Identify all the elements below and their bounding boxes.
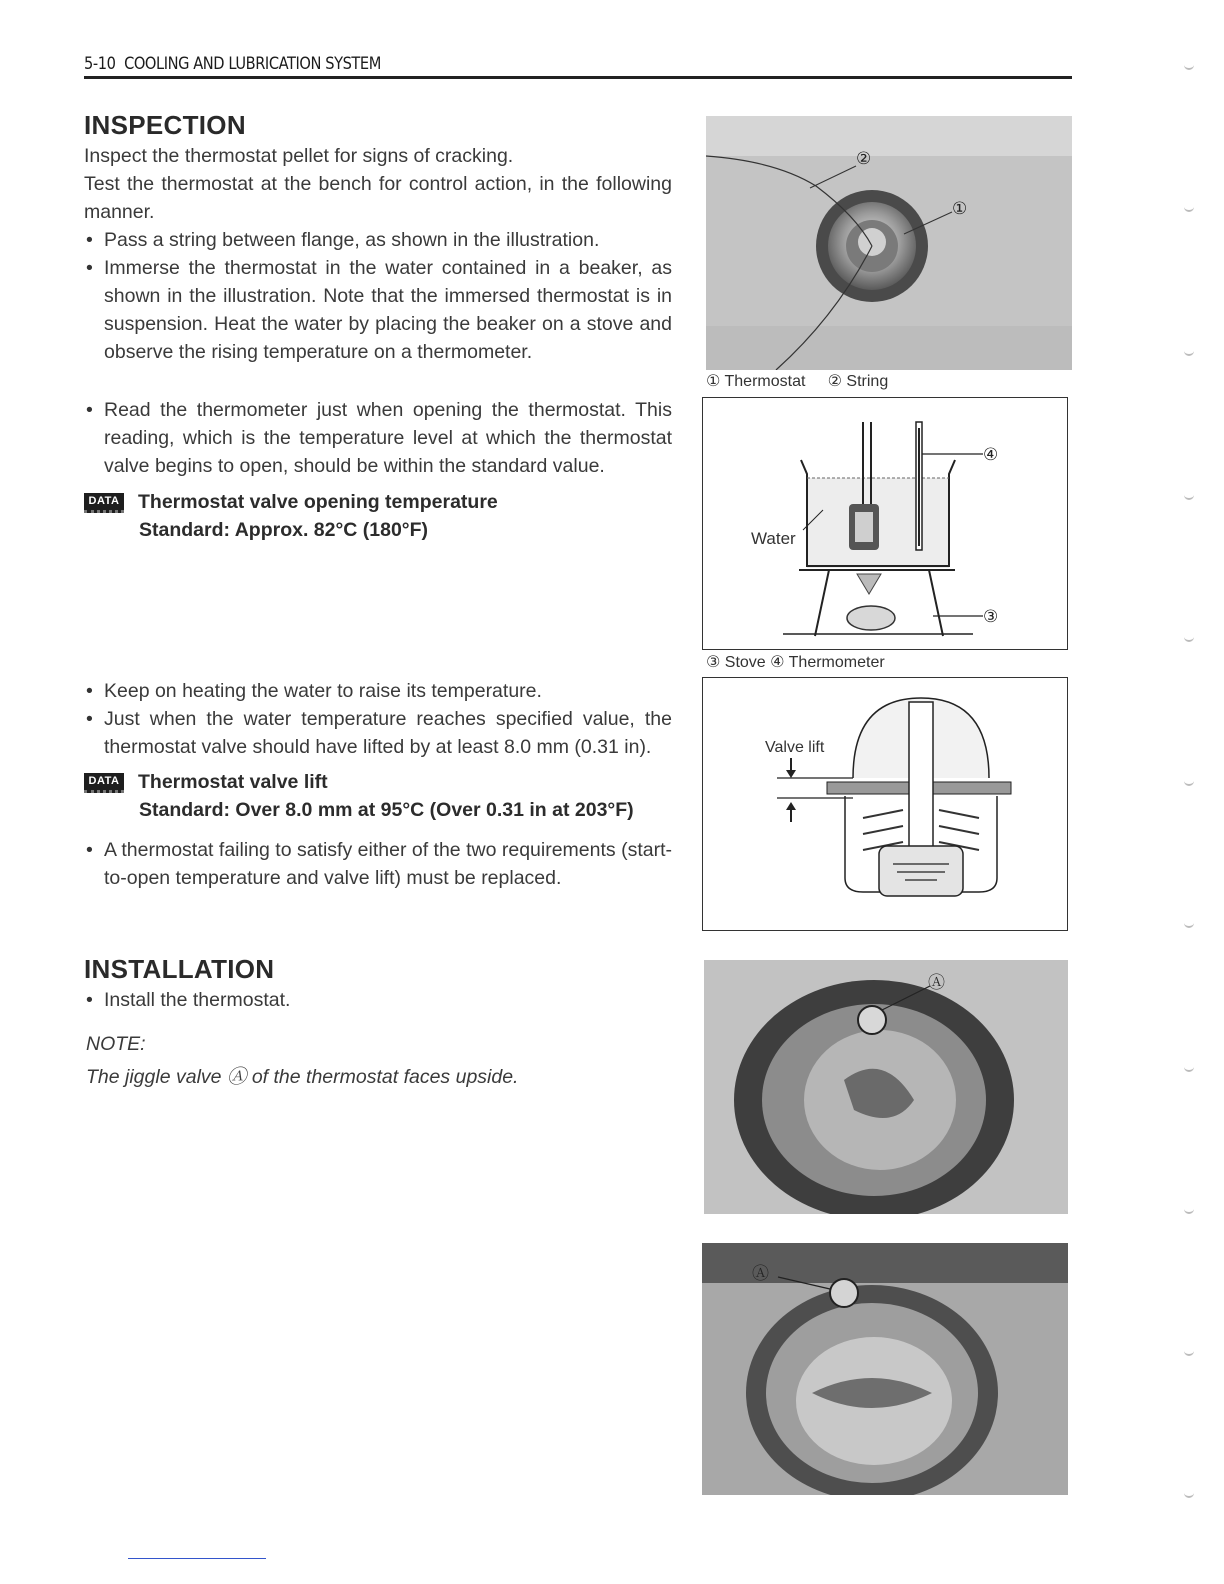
fig1-caption: ① Thermostat ② String (706, 373, 889, 390)
list-item: • Keep on heating the water to raise its temperature. (84, 677, 672, 705)
figure-beaker-stove (702, 397, 1068, 650)
label-3: ③ (983, 607, 999, 627)
binding-mark (1184, 634, 1194, 642)
binding-mark (1184, 920, 1194, 928)
label-a: Ⓐ (928, 973, 945, 993)
valve-lift-diagram (703, 678, 1066, 929)
thermostat-string-illustration (706, 116, 1072, 370)
list-item: • Read the thermometer just when opening the thermostat. This reading, which is the temperature level at which the thermostat valve begins to open, should be within the standard value. (84, 396, 672, 480)
binding-mark (1184, 348, 1194, 356)
fig2-caption: ③ Stove ④ Thermometer (706, 654, 885, 671)
beaker-stove-diagram (703, 398, 1066, 648)
label-a: Ⓐ (752, 1264, 769, 1284)
label-valve-lift: Valve lift (765, 739, 825, 756)
installation-heading: INSTALLATION (84, 954, 275, 984)
inspection-bullets-a (84, 226, 672, 366)
label-4: ④ (983, 445, 999, 465)
photo-installed-thermostat (702, 1243, 1068, 1495)
data-icon: DATA (84, 773, 124, 793)
note-text: The jiggle valve Ⓐ of the thermostat faces upside. (86, 1066, 519, 1088)
list-item: • Immerse the thermostat in the water contained in a beaker, as shown in the illustration. Note that the immersed thermostat is in suspension. Heat the water by placing the beaker on a stove and observe the rising temperature on a thermometer. (84, 254, 672, 366)
list-item: • Install the thermostat. (84, 986, 672, 1014)
binding-mark (1184, 62, 1194, 70)
spec-value: Standard: Over 8.0 mm at 95°C (Over 0.31 in at 203°F) (139, 799, 634, 821)
inspection-bullets-b (84, 677, 672, 761)
spec-title: Thermostat valve lift (138, 771, 328, 793)
note-label: NOTE: (86, 1033, 146, 1055)
figure-valve-lift (702, 677, 1068, 931)
inspection-bullet-fail (84, 836, 672, 892)
page-header (84, 48, 1072, 79)
label-water: Water (751, 529, 796, 548)
inspection-bullet-read (84, 396, 672, 480)
binding-mark (1184, 1348, 1194, 1356)
binding-mark (1184, 1490, 1194, 1498)
spec-title: Thermostat valve opening temperature (138, 491, 498, 513)
inspection-heading: INSPECTION (84, 110, 246, 140)
spec-opening-temp (84, 488, 684, 544)
binding-mark (1184, 1064, 1194, 1072)
binding-mark (1184, 492, 1194, 500)
label-1: ① (952, 199, 968, 219)
page-number: 5-10 (84, 54, 116, 74)
intro-line-2: Test the thermostat at the bench for control action, in the following manner. (84, 173, 672, 223)
list-item: • Pass a string between flange, as shown in the illustration. (84, 226, 672, 254)
binding-mark (1184, 778, 1194, 786)
spec-value: Standard: Approx. 82°C (180°F) (139, 519, 429, 541)
binding-mark (1184, 204, 1194, 212)
installation-bullets (84, 986, 672, 1014)
list-item: • Just when the water temperature reaches specified value, the thermostat valve should have lifted by at least 8.0 mm (0.31 in). (84, 705, 672, 761)
jiggle-valve-photo (704, 960, 1068, 1214)
binding-mark (1184, 1206, 1194, 1214)
list-item: • A thermostat failing to satisfy either of the two requirements (start-to-open temperature and valve lift) must be replaced. (84, 836, 672, 892)
inspection-intro (84, 142, 672, 226)
data-icon: DATA (84, 493, 124, 513)
label-2: ② (856, 149, 872, 169)
bottom-rule (128, 1558, 266, 1559)
running-head (84, 54, 381, 74)
spec-valve-lift (84, 768, 684, 824)
section-title: COOLING AND LUBRICATION SYSTEM (124, 54, 381, 74)
photo-thermostat-string (706, 116, 1072, 370)
intro-line-1: Inspect the thermostat pellet for signs of cracking. (84, 145, 514, 167)
photo-jiggle-valve (704, 960, 1068, 1214)
installed-thermostat-photo (702, 1243, 1068, 1495)
